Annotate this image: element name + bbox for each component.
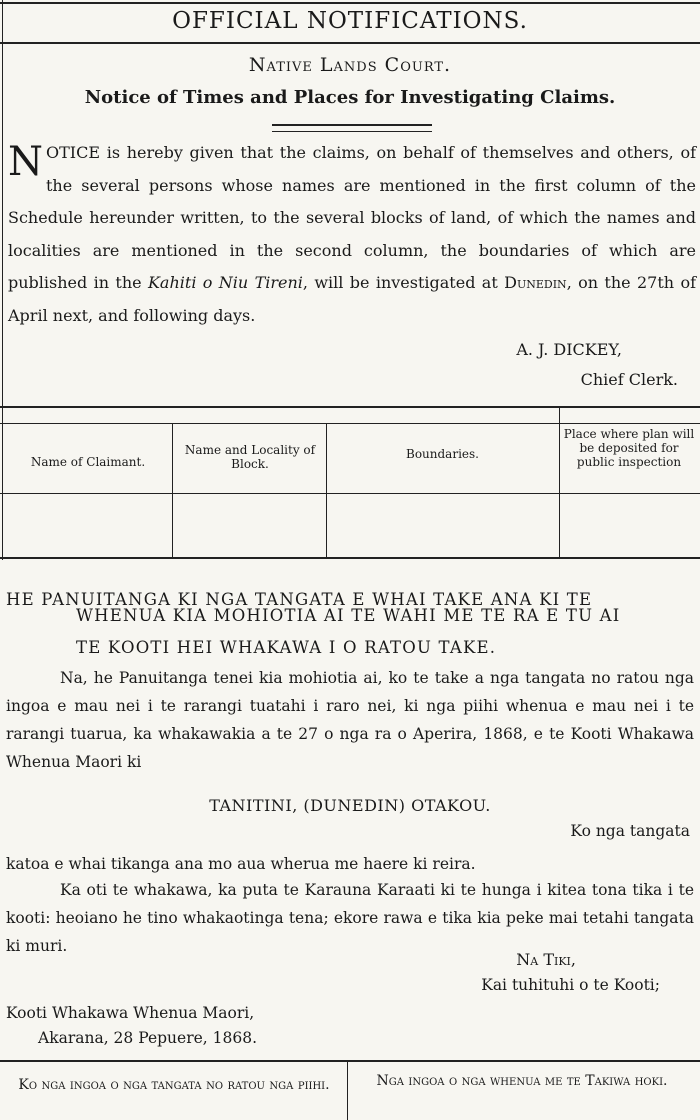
maori-heading-1: HE PANUITANGA KI NGA TANGATA E WHAI TAKE ANA KI TE: [6, 590, 593, 609]
bottom-col-lands: Nga ingoa o nga whenua me te Takiwa hoki.: [376, 1073, 668, 1089]
bottom-col-claimants: Ko nga ingoa o nga tangata no ratou nga piihi.: [18, 1077, 330, 1093]
signer-name: A. J. DICKEY,: [516, 340, 622, 359]
notice-text-2: , will be investigated at: [302, 273, 505, 292]
dropcap: N: [8, 139, 43, 185]
col-boundaries: Boundaries.: [406, 447, 479, 461]
table-header-rule: [0, 493, 700, 494]
maori-para-2: katoa e whai tikanga ana mo aua wherua me haere ki reira.: [6, 855, 476, 873]
maori-heading-3: TE KOOTI HEI WHAKAWA I O RATOU TAKE.: [76, 638, 497, 657]
col-plan-place: Place where plan will be deposited for public inspection: [563, 427, 695, 469]
signer-title: Chief Clerk.: [580, 370, 678, 389]
maori-para-1: Na, he Panuitanga tenei kia mohiotia ai, ko te take a nga tangata no ratou nga ingoa e mau nei i te rarangi tuatahi i raro nei, ki nga piihi whenua e mau nei i te rarangi tuarua, ka whakawakia a te 27 o nga ra o Aperira, 1868, e te Kooti Whakawa Whenua Maori ki: [6, 669, 694, 771]
maori-signer-title: Kai tuhituhi o te Kooti;: [481, 976, 660, 994]
double-rule: [272, 124, 432, 132]
table-bottom-rule: [0, 557, 700, 559]
court-title: Native Lands Court.: [248, 54, 452, 76]
notice-text-3: , on the 27th of April next, and following days.: [8, 273, 697, 325]
bottom-table-rule: [0, 1060, 700, 1062]
table-col-divider: [172, 423, 173, 557]
col-claimant: Name of Claimant.: [30, 455, 146, 469]
section-title: OFFICIAL NOTIFICATIONS.: [172, 8, 528, 34]
bottom-col-divider: [347, 1062, 348, 1120]
notice-italic: Kahiti o Niu Tireni: [147, 273, 303, 292]
table-top-rule: [0, 406, 700, 408]
top-rule: [0, 2, 700, 4]
table-col-divider: [559, 408, 560, 557]
maori-heading-2: WHENUA KIA MOHIOTIA AI TE WAHI ME TE RA E TU AI: [76, 606, 621, 625]
table-inner-rule: [0, 423, 700, 424]
maori-para-3: Ka oti te whakawa, ka puta te Karauna Karaati ki te hunga i kitea tona tika i te kooti: heoiano he tino whakaotinga tena; ekore rawa e tika kia peke mai tetahi tangata ki muri.: [6, 881, 694, 955]
notice-place: Dunedin: [504, 273, 567, 292]
footer-line-1: Kooti Whakawa Whenua Maori,: [6, 1004, 255, 1022]
maori-para-2-start: Ko nga tangata: [570, 822, 690, 840]
maori-signer-name: Na Tiki,: [516, 950, 576, 969]
table-col-divider: [326, 423, 327, 557]
col-block: Name and Locality of Block.: [184, 443, 316, 471]
notice-body: [8, 137, 696, 332]
notice-subtitle: Notice of Times and Places for Investigating Claims.: [84, 87, 616, 108]
title-rule: [0, 42, 700, 44]
notice-text-1: OTICE is hereby given that the claims, on behalf of themselves and others, of the several persons whose names are mentioned in the first column of the Schedule hereunder written, to the several blocks of land, of which the names and localities are mentioned in the second column, the boundaries of which are published in the: [8, 143, 696, 292]
footer-line-2: Akarana, 28 Pepuere, 1868.: [38, 1029, 257, 1047]
left-margin-rule: [2, 0, 3, 560]
place-line: TANITINI, (DUNEDIN) OTAKOU.: [209, 796, 491, 815]
